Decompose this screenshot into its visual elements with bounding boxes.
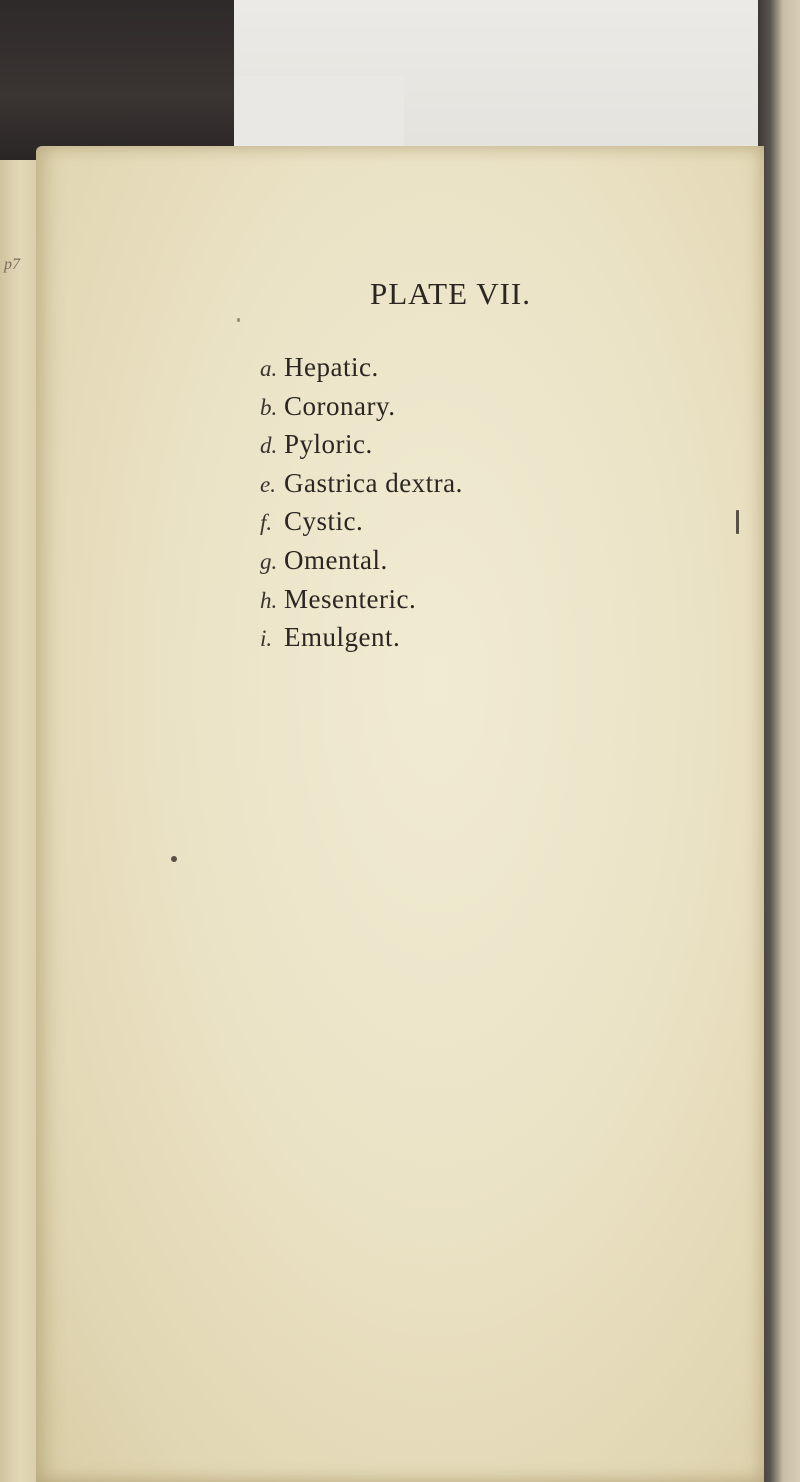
legend-key: f. [260,510,273,536]
book-binding-edge [758,0,800,1482]
legend-key: h. [260,587,278,613]
ink-speck [171,856,177,862]
legend-name: Gastrica dextra. [284,467,463,498]
book-page [36,146,764,1482]
legend-item [260,622,463,661]
legend-name: Pyloric. [284,429,373,460]
legend-item [260,429,463,468]
legend-key: d. [260,433,278,459]
legend-name: Coronary. [284,390,396,421]
legend-name: Hepatic. [284,352,379,382]
legend-key: b. [260,394,278,420]
legend-name: Emulgent. [284,622,401,653]
legend-key: a. [260,356,278,381]
legend-key: e. [260,471,276,497]
plate-legend [260,352,463,661]
legend-name: Omental. [284,544,388,575]
legend-item [260,584,463,623]
legend-item [260,545,463,584]
legend-key: i. [260,626,273,652]
previous-leaves-edge [0,160,40,1482]
margin-pencil-mark: p7 [4,256,20,273]
legend-item [260,468,463,507]
legend-name: Cystic. [284,506,364,537]
ink-speck [237,318,240,322]
legend-item [260,506,463,545]
legend-item [260,391,463,430]
plate-title: PLATE VII. [370,276,531,311]
legend-key: g. [260,548,278,574]
legend-name: Mesenteric. [284,583,417,614]
legend-item [260,352,463,391]
ink-speck [736,510,739,534]
